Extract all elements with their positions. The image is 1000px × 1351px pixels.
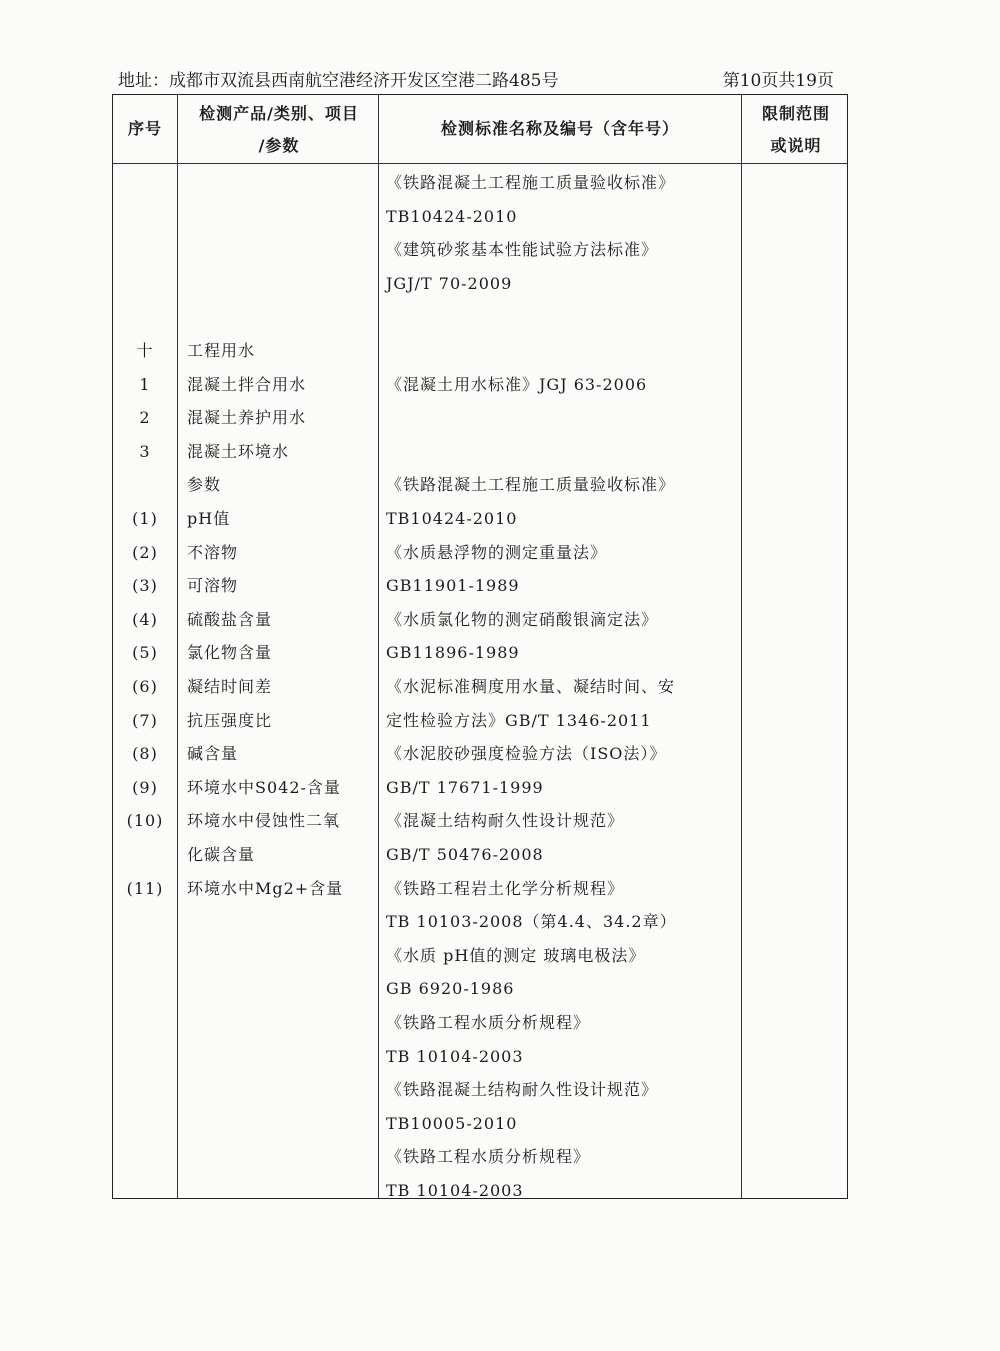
standard-line: GB/T 17671-1999: [386, 777, 544, 797]
column-divider: [177, 95, 178, 1198]
item-name: 硫酸盐含量: [187, 609, 273, 629]
row-number: 十: [136, 341, 154, 360]
header-divider: [113, 163, 847, 164]
item-name: 碱含量: [187, 744, 239, 764]
row-number: (7): [132, 710, 158, 730]
standard-line: JGJ/T 70-2009: [386, 273, 513, 293]
item-name: 混凝土环境水: [187, 441, 290, 461]
standard-line: 《水泥胶砂强度检验方法（ISO法）》: [386, 744, 667, 764]
standard-line: 《铁路混凝土工程施工质量验收标准》: [386, 173, 676, 192]
page-header: [118, 66, 838, 94]
standard-line: 《铁路工程水质分析规程》: [386, 1013, 591, 1032]
standard-line: TB 10103-2008（第4.4、34.2章）: [386, 912, 677, 932]
row-number: (5): [132, 643, 158, 663]
item-name: 混凝土拌合用水: [187, 374, 307, 394]
row-number: (8): [132, 744, 158, 764]
row-number: (2): [132, 542, 158, 562]
standard-line: TB10424-2010: [386, 509, 518, 528]
page-number: 第10页共19页: [722, 71, 834, 91]
row-number: (3): [132, 576, 158, 596]
standard-line: 《铁路混凝土结构耐久性设计规范》: [386, 1080, 659, 1100]
item-name: 不溶物: [187, 542, 239, 562]
item-name: 氯化物含量: [187, 643, 273, 663]
standards-table: [112, 94, 848, 1199]
row-number: (6): [132, 677, 158, 696]
row-number: (9): [132, 777, 158, 797]
item-name: 环境水中S042-含量: [187, 777, 341, 797]
row-number: (11): [126, 878, 164, 898]
header-limit-line1: 限制范围: [761, 104, 830, 123]
standard-line: GB/T 50476-2008: [386, 845, 544, 864]
standard-line: 定性检验方法》GB/T 1346-2011: [386, 710, 652, 730]
standard-line: 《水质 pH值的测定 玻璃电极法》: [386, 945, 646, 965]
standard-line: TB10424-2010: [386, 206, 518, 226]
header-limit-line2: 或说明: [770, 136, 822, 155]
row-number: 1: [139, 374, 151, 394]
address-text: 地址：成都市双流县西南航空港经济开发区空港二路485号: [118, 71, 559, 91]
header-no: 序号: [127, 119, 162, 138]
row-number: (10): [126, 811, 164, 831]
row-number: (4): [132, 609, 158, 629]
standard-line: 《建筑砂浆基本性能试验方法标准》: [386, 240, 659, 260]
standard-line: 《水质悬浮物的测定重量法》: [386, 542, 608, 562]
item-name: 抗压强度比: [187, 710, 273, 730]
standard-line: 《水泥标准稠度用水量、凝结时间、安: [386, 677, 676, 696]
item-name: 化碳含量: [187, 845, 256, 864]
standard-line: 《水质氯化物的测定硝酸银滴定法》: [386, 609, 659, 629]
column-divider: [378, 95, 379, 1198]
item-name: 混凝土养护用水: [187, 408, 307, 428]
standard-line: 《铁路混凝土工程施工质量验收标准》: [386, 475, 676, 495]
standard-line: GB11901-1989: [386, 576, 520, 596]
item-name: 可溶物: [187, 576, 239, 596]
standard-line: GB11896-1989: [386, 643, 520, 663]
item-name: 环境水中Mg2+含量: [187, 878, 344, 898]
column-divider: [741, 95, 742, 1198]
standard-line: 《铁路工程岩土化学分析规程》: [386, 878, 625, 898]
item-name: 参数: [187, 475, 222, 495]
item-name: 工程用水: [187, 341, 256, 360]
standard-line: 《混凝土用水标准》JGJ 63-2006: [386, 374, 648, 394]
standard-line: TB 10104-2003: [386, 1046, 524, 1066]
row-number: (1): [132, 509, 158, 528]
standard-line: GB 6920-1986: [386, 979, 515, 999]
row-number: 3: [139, 441, 151, 461]
row-number: 2: [139, 408, 151, 428]
standard-line: TB 10104-2003: [386, 1181, 524, 1200]
header-standard: 检测标准名称及编号（含年号）: [440, 119, 679, 138]
standard-line: 《混凝土结构耐久性设计规范》: [386, 811, 625, 831]
item-name: pH值: [187, 509, 231, 528]
standard-line: 《铁路工程水质分析规程》: [386, 1147, 591, 1167]
standard-line: TB10005-2010: [386, 1113, 518, 1133]
header-product-line1: 检测产品/类别、项目: [199, 104, 359, 123]
item-name: 环境水中侵蚀性二氧: [187, 811, 341, 831]
header-product-line2: /参数: [258, 136, 300, 155]
item-name: 凝结时间差: [187, 677, 273, 696]
